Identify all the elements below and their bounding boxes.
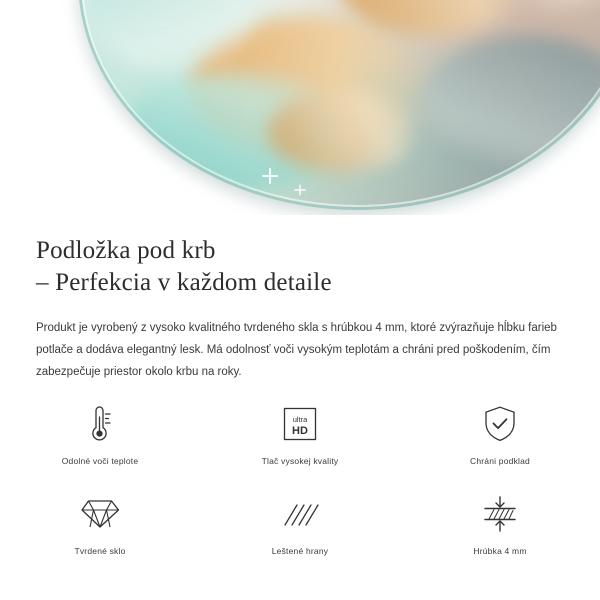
glass-hearth-pad-marble-image xyxy=(78,0,600,210)
feature-item-surface-protection xyxy=(400,395,600,485)
thermometer-icon xyxy=(83,403,117,445)
feature-grid xyxy=(0,395,600,575)
feature-label: Tlač vysokej kvality xyxy=(261,456,339,466)
thickness-icon xyxy=(480,493,520,535)
page-title xyxy=(0,215,600,299)
feature-item-tempered-glass xyxy=(0,485,200,575)
svg-text:ultra: ultra xyxy=(292,415,308,424)
text-content xyxy=(0,215,600,383)
feature-label: Tvrdené sklo xyxy=(74,546,126,556)
description-paragraph: Produkt je vyrobený z vysoko kvalitného tvrdeného skla s hrúbkou 4 mm, ktoré zvýrazňuje hĺbku farieb potlače a dodáva elegantný lesk. Má odolnosť voči vysokým teplotám a chráni pred poškodením, čím zabezpečuje priestor okolo krbu na roky. xyxy=(36,322,557,378)
svg-text:HD: HD xyxy=(292,425,308,437)
feature-item-heat-resistance xyxy=(0,395,200,485)
feature-item-polished-edges xyxy=(200,485,400,575)
feature-label: Odolné voči teplote xyxy=(61,456,139,466)
headline-line-1: Podložka pod krb xyxy=(36,237,216,264)
feature-item-thickness xyxy=(400,485,600,575)
hero-image-area xyxy=(0,0,600,215)
headline-line-2: – Perfekcia v každom detaile xyxy=(36,269,332,296)
feature-item-print-quality xyxy=(200,395,400,485)
ultra-hd-icon xyxy=(281,403,319,445)
feature-label: Chráni podklad xyxy=(470,456,530,466)
polished-edges-icon xyxy=(281,493,319,535)
diamond-icon xyxy=(80,493,120,535)
feature-label: Hrúbka 4 mm xyxy=(473,546,527,556)
feature-label: Leštené hrany xyxy=(271,546,329,556)
shield-check-icon xyxy=(482,403,518,445)
